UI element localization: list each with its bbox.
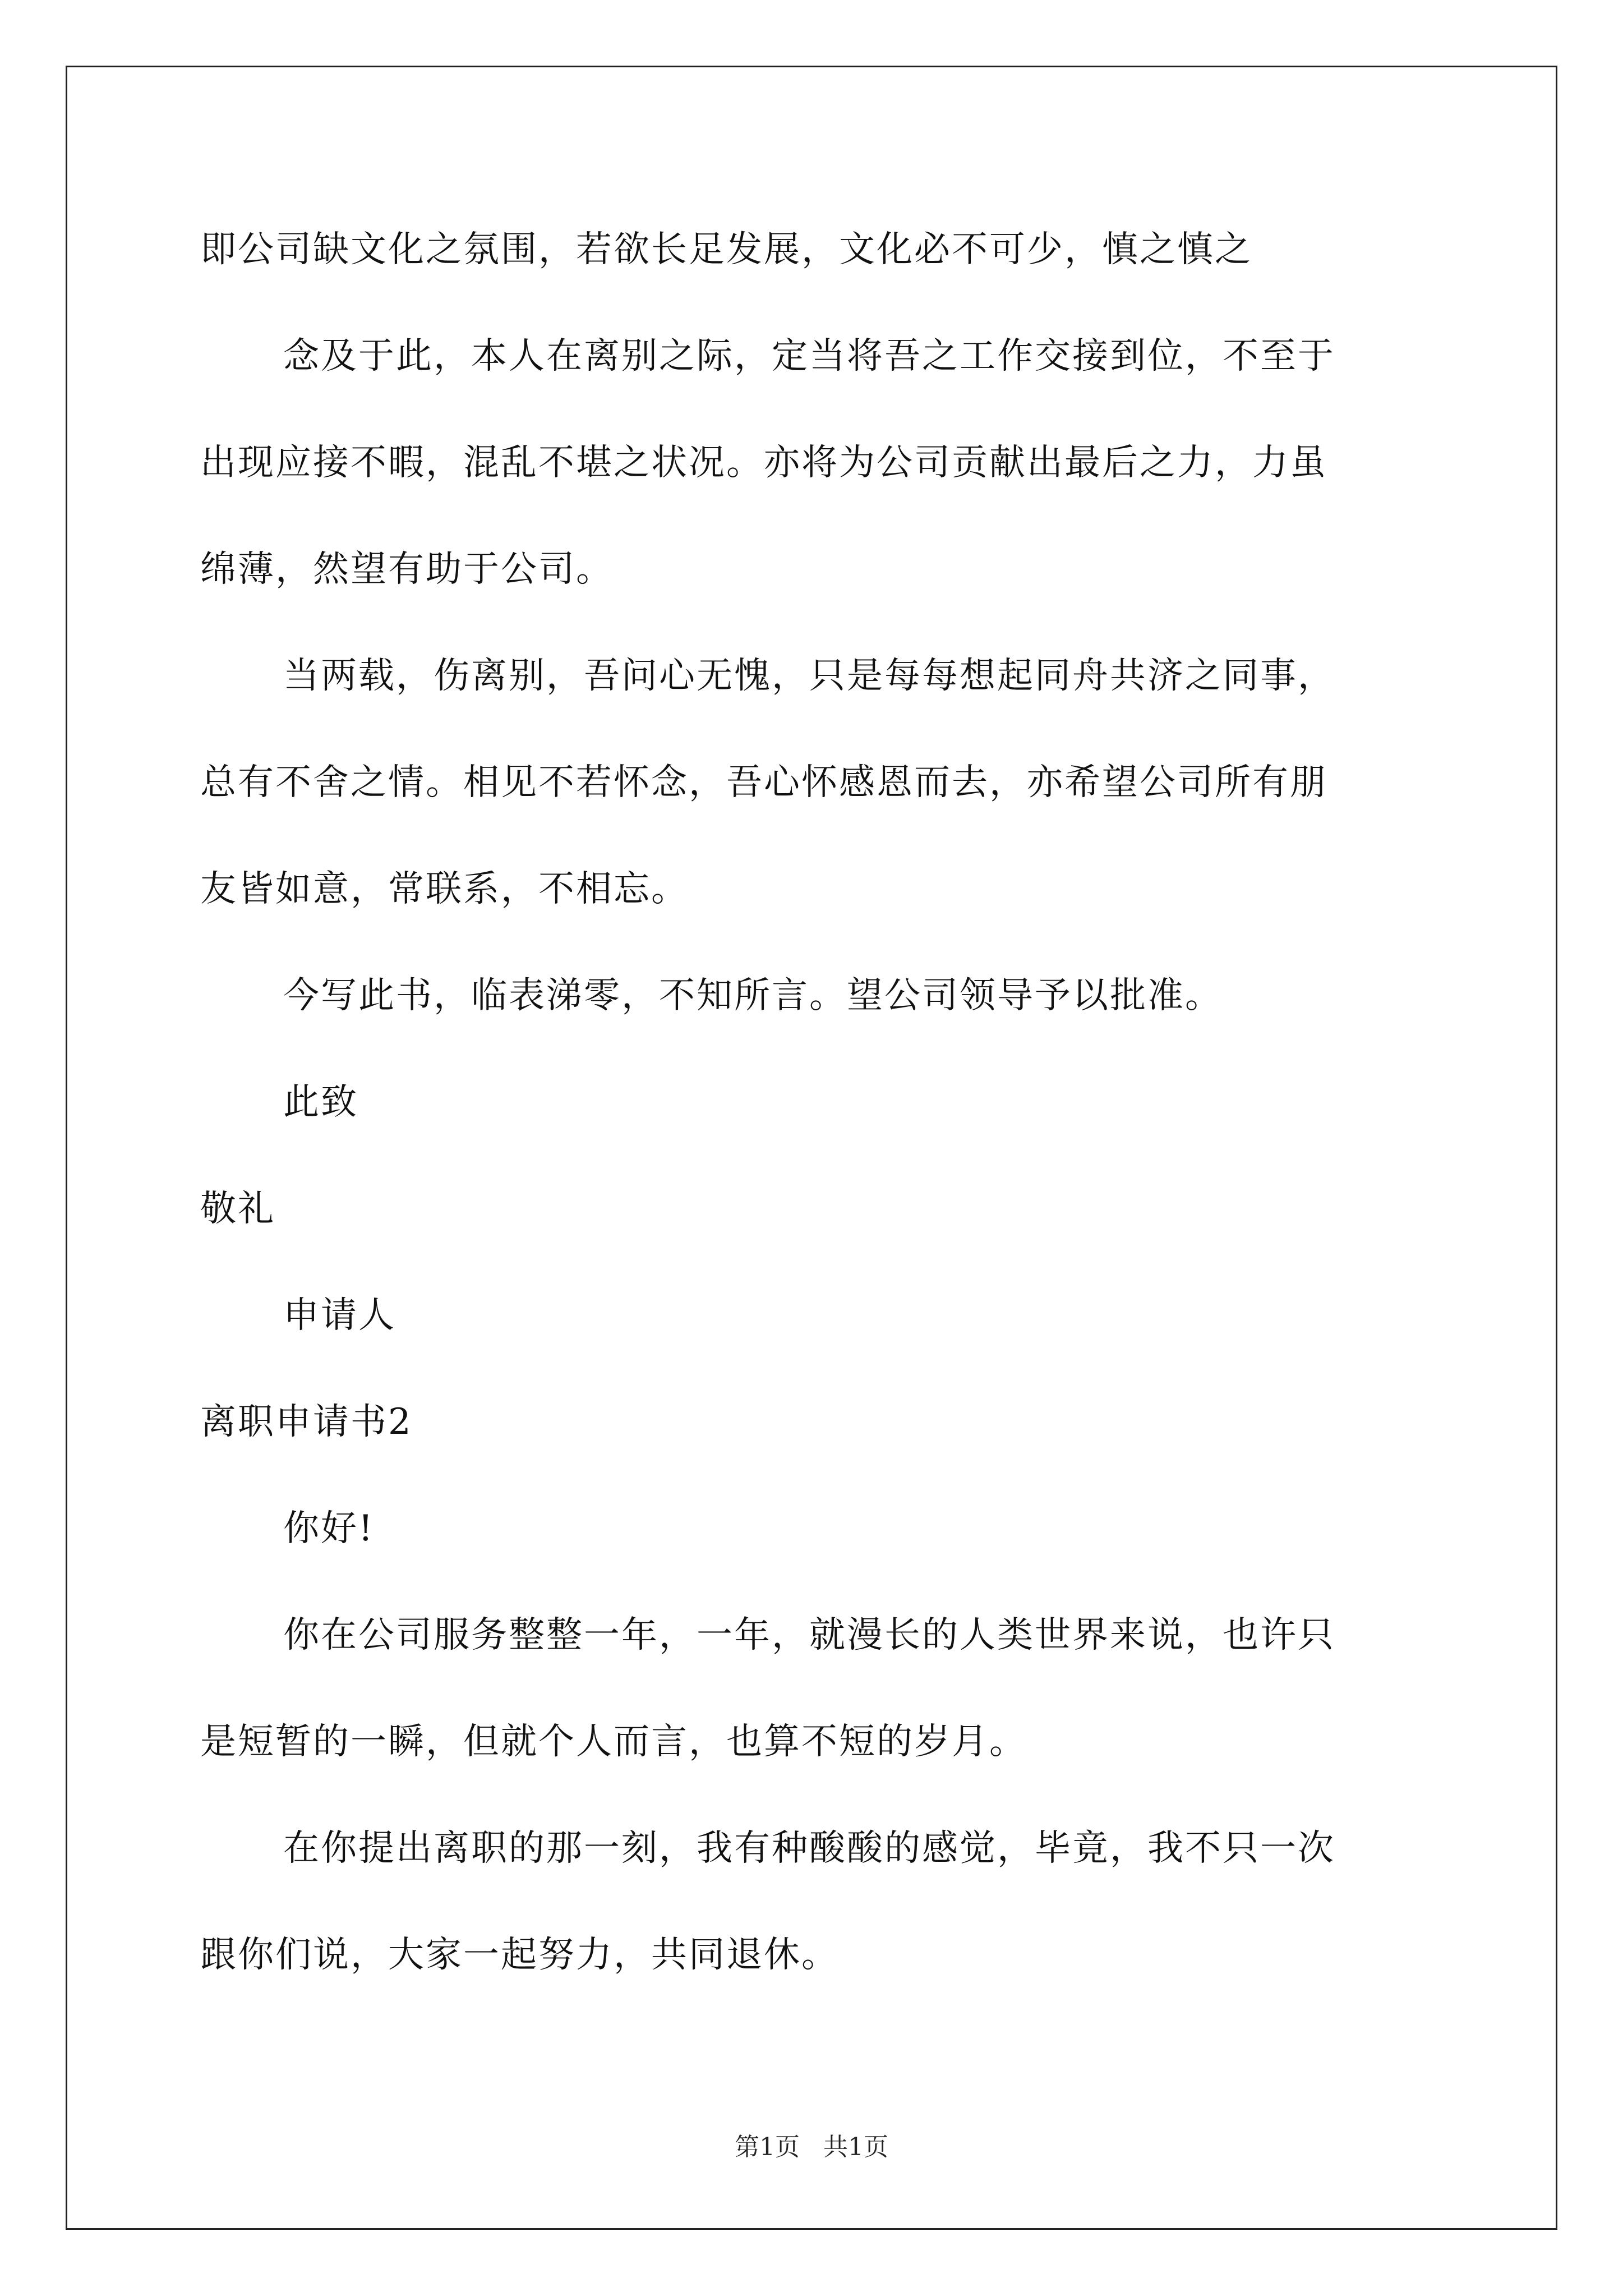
closing-regards: 敬礼 (200, 1188, 275, 1230)
text-line: 绵薄，然望有助于公司。 (200, 549, 614, 590)
text-line: 即公司缺文化之氛围，若欲长足发展，文化必不可少，慎之慎之 (200, 229, 1252, 270)
text-line: 当两载，伤离别，吾问心无愧，只是每每想起同舟共济之同事， (283, 655, 1335, 697)
text-line: 你在公司服务整整一年，一年，就漫长的人类世界来说，也许只 (283, 1614, 1335, 1656)
text-line: 出现应接不暇，混乱不堪之状况。亦将为公司贡献出最后之力，力虽 (200, 442, 1327, 484)
applicant-label: 申请人 (283, 1295, 396, 1336)
text-line: 跟你们说，大家一起努力，共同退休。 (200, 1934, 839, 1976)
section-heading: 离职申请书2 (200, 1401, 413, 1443)
text-line: 在你提出离职的那一刻，我有种酸酸的感觉，毕竟，我不只一次 (283, 1828, 1335, 1869)
closing-salutation: 此致 (283, 1082, 358, 1123)
text-line: 今写此书，临表涕零，不知所言。望公司领导予以批准。 (283, 975, 1223, 1016)
text-line: 念及于此，本人在离别之际，定当将吾之工作交接到位，不至于 (283, 335, 1335, 377)
text-line: 总有不舍之情。相见不若怀念，吾心怀感恩而去，亦希望公司所有朋 (200, 762, 1327, 803)
text-line: 是短暂的一瞬，但就个人而言，也算不短的岁月。 (200, 1721, 1027, 1763)
page-footer: 第1页 共1页 (735, 2133, 888, 2161)
text-line: 友皆如意，常联系，不相忘。 (200, 868, 689, 910)
greeting: 你好! (283, 1508, 375, 1549)
page-border (66, 66, 1557, 2230)
